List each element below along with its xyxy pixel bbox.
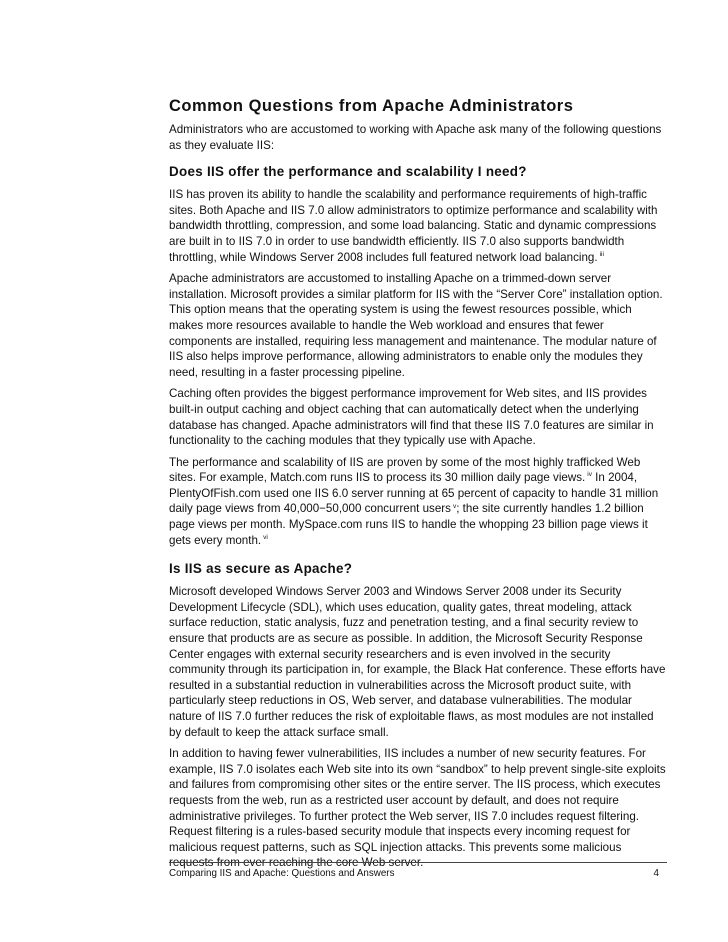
performance-paragraph-2: Apache administrators are accustomed to installing Apache on a trimmed-down server installation. Microsoft provides a similar platform for IIS with the “Server Core” installation option. This option means that the operating system is using the fewest resources possible, which makes more resources available to handle the Web workload and ensures that fewer components are installed, requiring less management and maintenance. The modular nature of IIS also helps improve performance, allowing administrators to enable only the modules they need, resulting in a faster processing pipeline. bbox=[169, 272, 663, 379]
paragraph-text: IIS has proven its ability to handle the scalability and performance requirements of high-traffic sites. Both Apache and IIS 7.0 allow administrators to optimize performance and scalability with bandwidth throttling, compression, and some load balancing. Static and dynamic compressions are built in to IIS 7.0 in order to use bandwidth efficiently. IIS 7.0 also supports bandwidth throttling, while Windows Server 2008 includes full featured network load balancing. bbox=[169, 188, 658, 264]
security-paragraph-2: In addition to having fewer vulnerabilities, IIS includes a number of new security features. For example, IIS 7.0 isolates each Web site into its own “sandbox” to help prevent single-site exploits and failures from compromising other sites or the entire server. The IIS process, which executes requests from the web, run as a restricted user account by default, and does not require administrative privileges. To further protect the Web server, IIS 7.0 includes request filtering. Request filtering is a rules-based security module that inspects every incoming request for malicious request patterns, such as SQL injection attacks. This prevents some malicious requests from ever reaching the core Web server. bbox=[169, 747, 666, 870]
page-number: 4 bbox=[653, 868, 659, 879]
paragraph-text: In 2004, PlentyOfFish.com used one IIS 6.0 server running at 65 percent of capacity to handle 31 million daily page views from 40,000−50,000 concurrent users bbox=[169, 471, 659, 516]
footnote-ref: v bbox=[452, 502, 457, 510]
paragraph-text: ; the site currently handles 1.2 billion page views per month. MySpace.com runs IIS to handle the whopping 23 billion page views it gets every month. bbox=[169, 502, 648, 547]
section-heading-performance: Does IIS offer the performance and scalability I need? bbox=[169, 164, 527, 180]
performance-paragraph-4 bbox=[169, 455, 667, 549]
intro-paragraph: Administrators who are accustomed to working with Apache ask many of the following questions as they evaluate IIS: bbox=[169, 123, 662, 152]
section-heading-security: Is IIS as secure as Apache? bbox=[169, 561, 353, 577]
footer-title: Comparing IIS and Apache: Questions and Answers bbox=[169, 868, 395, 879]
page-footer bbox=[169, 862, 667, 879]
footnote-ref: vi bbox=[263, 533, 268, 541]
document-body bbox=[169, 96, 667, 877]
footnote-ref: iii bbox=[599, 250, 604, 258]
page-title: Common Questions from Apache Administrators bbox=[169, 97, 574, 115]
performance-paragraph-3: Caching often provides the biggest performance improvement for Web sites, and IIS provides built-in output caching and object caching that can automatically detect when the underlying database has changed. Apache administrators will find that these IIS 7.0 features are similar in functionality to the caching modules that they typically use with Apache. bbox=[169, 387, 654, 448]
footnote-ref: iv bbox=[587, 471, 592, 479]
performance-paragraph-1 bbox=[169, 187, 667, 265]
paragraph-text: The performance and scalability of IIS are proven by some of the most highly trafficked Web sites. For example, Match.com runs IIS to process its 30 million daily page views. bbox=[169, 455, 641, 485]
security-paragraph-1: Microsoft developed Windows Server 2003 and Windows Server 2008 under its Security Development Lifecycle (SDL), which uses education, quality gates, threat modeling, attack surface reduction, static analysis, fuzz and penetration testing, and a final security review to ensure that products are as secure as possible. In addition, the Microsoft Security Response Center engages with external security researchers and is even involved in the security community through its participation in, for example, the Black Hat conference. These efforts have resulted in a substantial reduction in vulnerabilities across the Microsoft product suite, with particularly steep reductions in OS, Web server, and database vulnerabilities. The modular nature of IIS 7.0 further reduces the risk of exploitable flaws, as most modules are not installed by default to keep the attack surface small. bbox=[169, 585, 666, 739]
